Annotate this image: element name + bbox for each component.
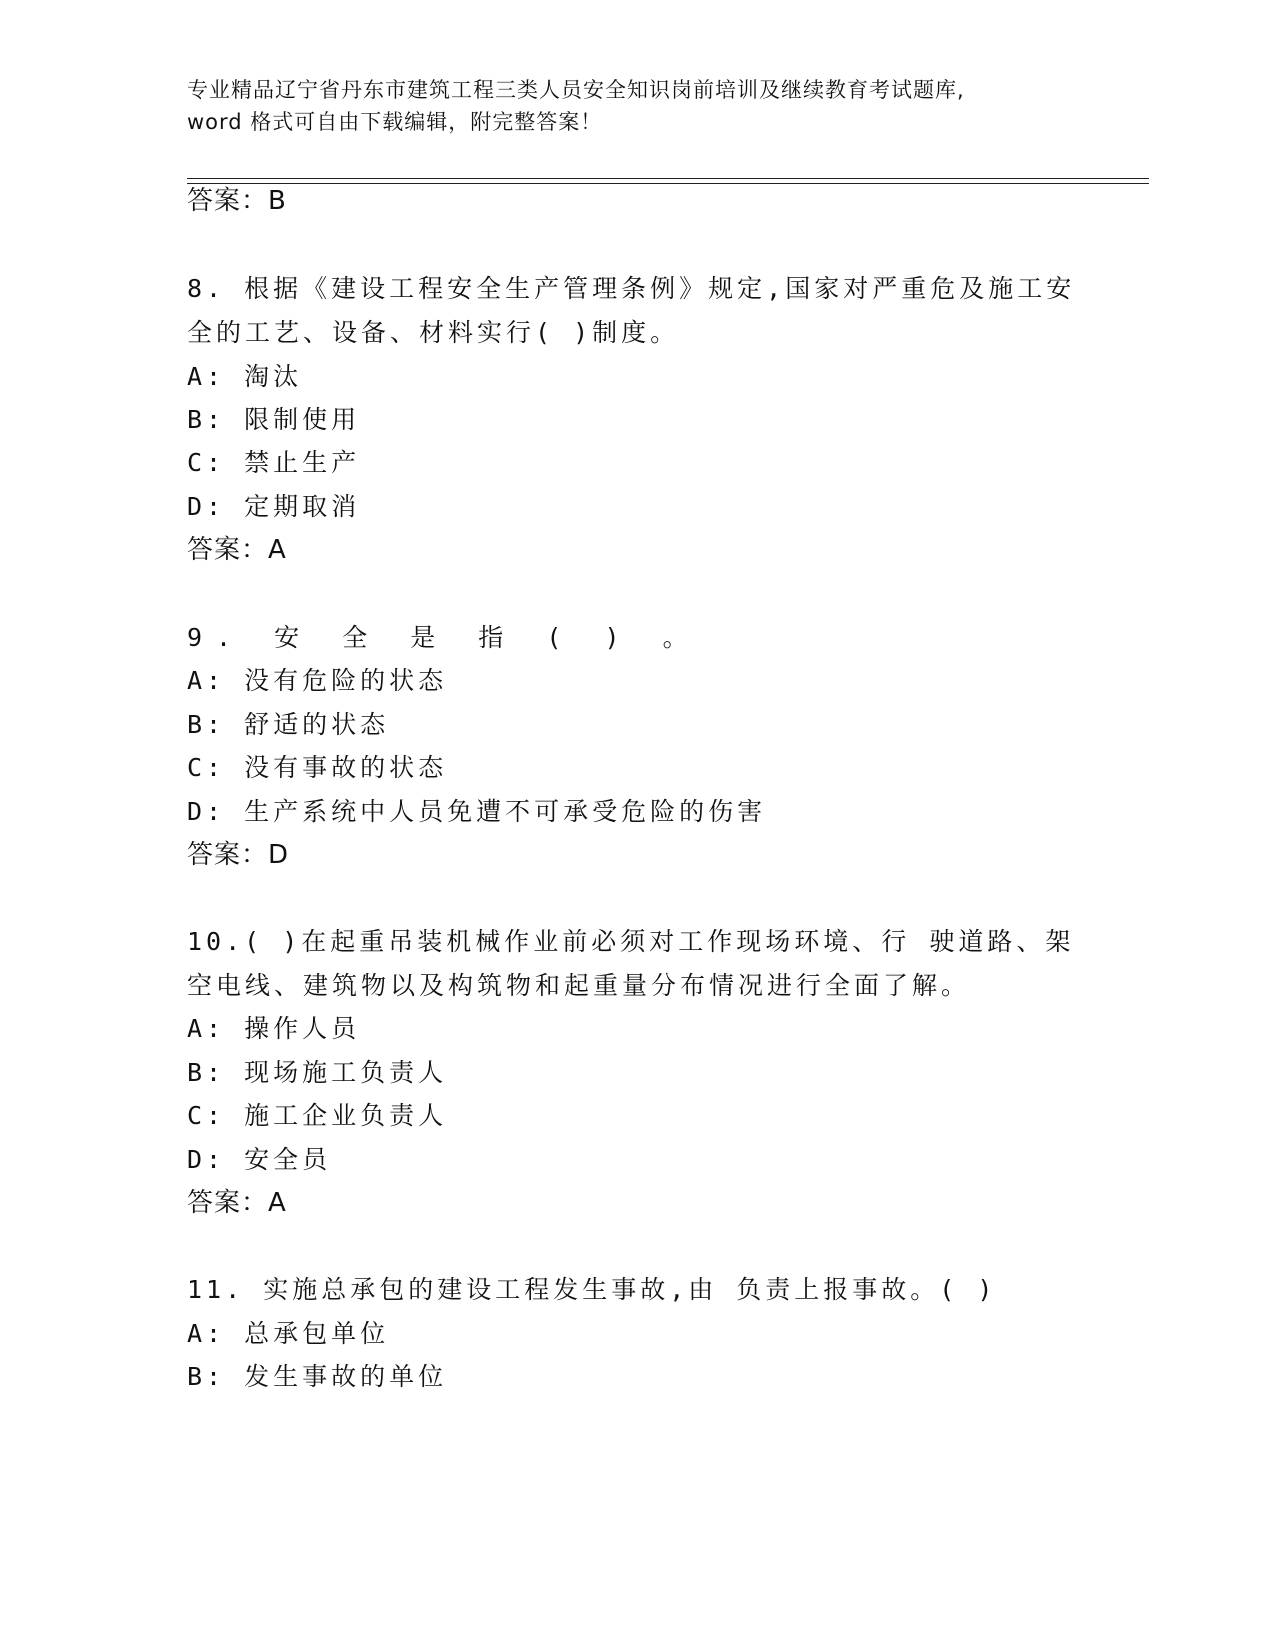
question-10-option-d: D: 安全员 bbox=[187, 1145, 332, 1174]
question-10-stem-line-1: 10.( )在起重吊装机械作业前必须对工作现场环境、行 驶道路、架 bbox=[187, 927, 1075, 956]
question-9-answer: 答案：D bbox=[187, 840, 290, 870]
question-10-option-a: A: 操作人员 bbox=[187, 1014, 361, 1043]
question-9-stem: 9. 安 全 是 指 ( ) 。 bbox=[187, 623, 702, 652]
question-10-option-c: C: 施工企业负责人 bbox=[187, 1101, 448, 1130]
question-9-option-d: D: 生产系统中人员免遭不可承受危险的伤害 bbox=[187, 797, 767, 826]
question-11-option-b: B: 发生事故的单位 bbox=[187, 1362, 448, 1391]
question-8-option-b: B: 限制使用 bbox=[187, 405, 361, 434]
question-10-answer: 答案：A bbox=[187, 1188, 287, 1218]
question-8-stem-line-2: 全的工艺、设备、材料实行( )制度。 bbox=[187, 318, 680, 347]
question-9-option-c: C: 没有事故的状态 bbox=[187, 753, 448, 782]
header-divider-bottom bbox=[187, 183, 1149, 184]
question-8-option-d: D: 定期取消 bbox=[187, 492, 361, 521]
header-title-line-1: 专业精品辽宁省丹东市建筑工程三类人员安全知识岗前培训及继续教育考试题库, bbox=[187, 78, 965, 102]
header-divider-top bbox=[187, 178, 1149, 179]
question-9-option-b: B: 舒适的状态 bbox=[187, 710, 390, 739]
question-8-option-a: A: 淘汰 bbox=[187, 362, 303, 391]
question-11-stem: 11. 实施总承包的建设工程发生事故,由 负责上报事故。( ) bbox=[187, 1275, 997, 1304]
question-9-option-a: A: 没有危险的状态 bbox=[187, 666, 448, 695]
header-title-line-2: word 格式可自由下载编辑，附完整答案！ bbox=[187, 110, 603, 134]
question-8-answer: 答案：A bbox=[187, 535, 287, 565]
document-header bbox=[187, 74, 1087, 138]
question-8-option-c: C: 禁止生产 bbox=[187, 448, 361, 477]
question-10-option-b: B: 现场施工负责人 bbox=[187, 1058, 448, 1087]
question-10-stem-line-2: 空电线、建筑物以及构筑物和起重量分布情况进行全面了解。 bbox=[187, 971, 971, 1000]
question-8-stem-line-1: 8. 根据《建设工程安全生产管理条例》规定,国家对严重危及施工安 bbox=[187, 274, 1076, 303]
previous-answer: 答案：B bbox=[187, 186, 287, 216]
question-11-option-a: A: 总承包单位 bbox=[187, 1319, 390, 1348]
